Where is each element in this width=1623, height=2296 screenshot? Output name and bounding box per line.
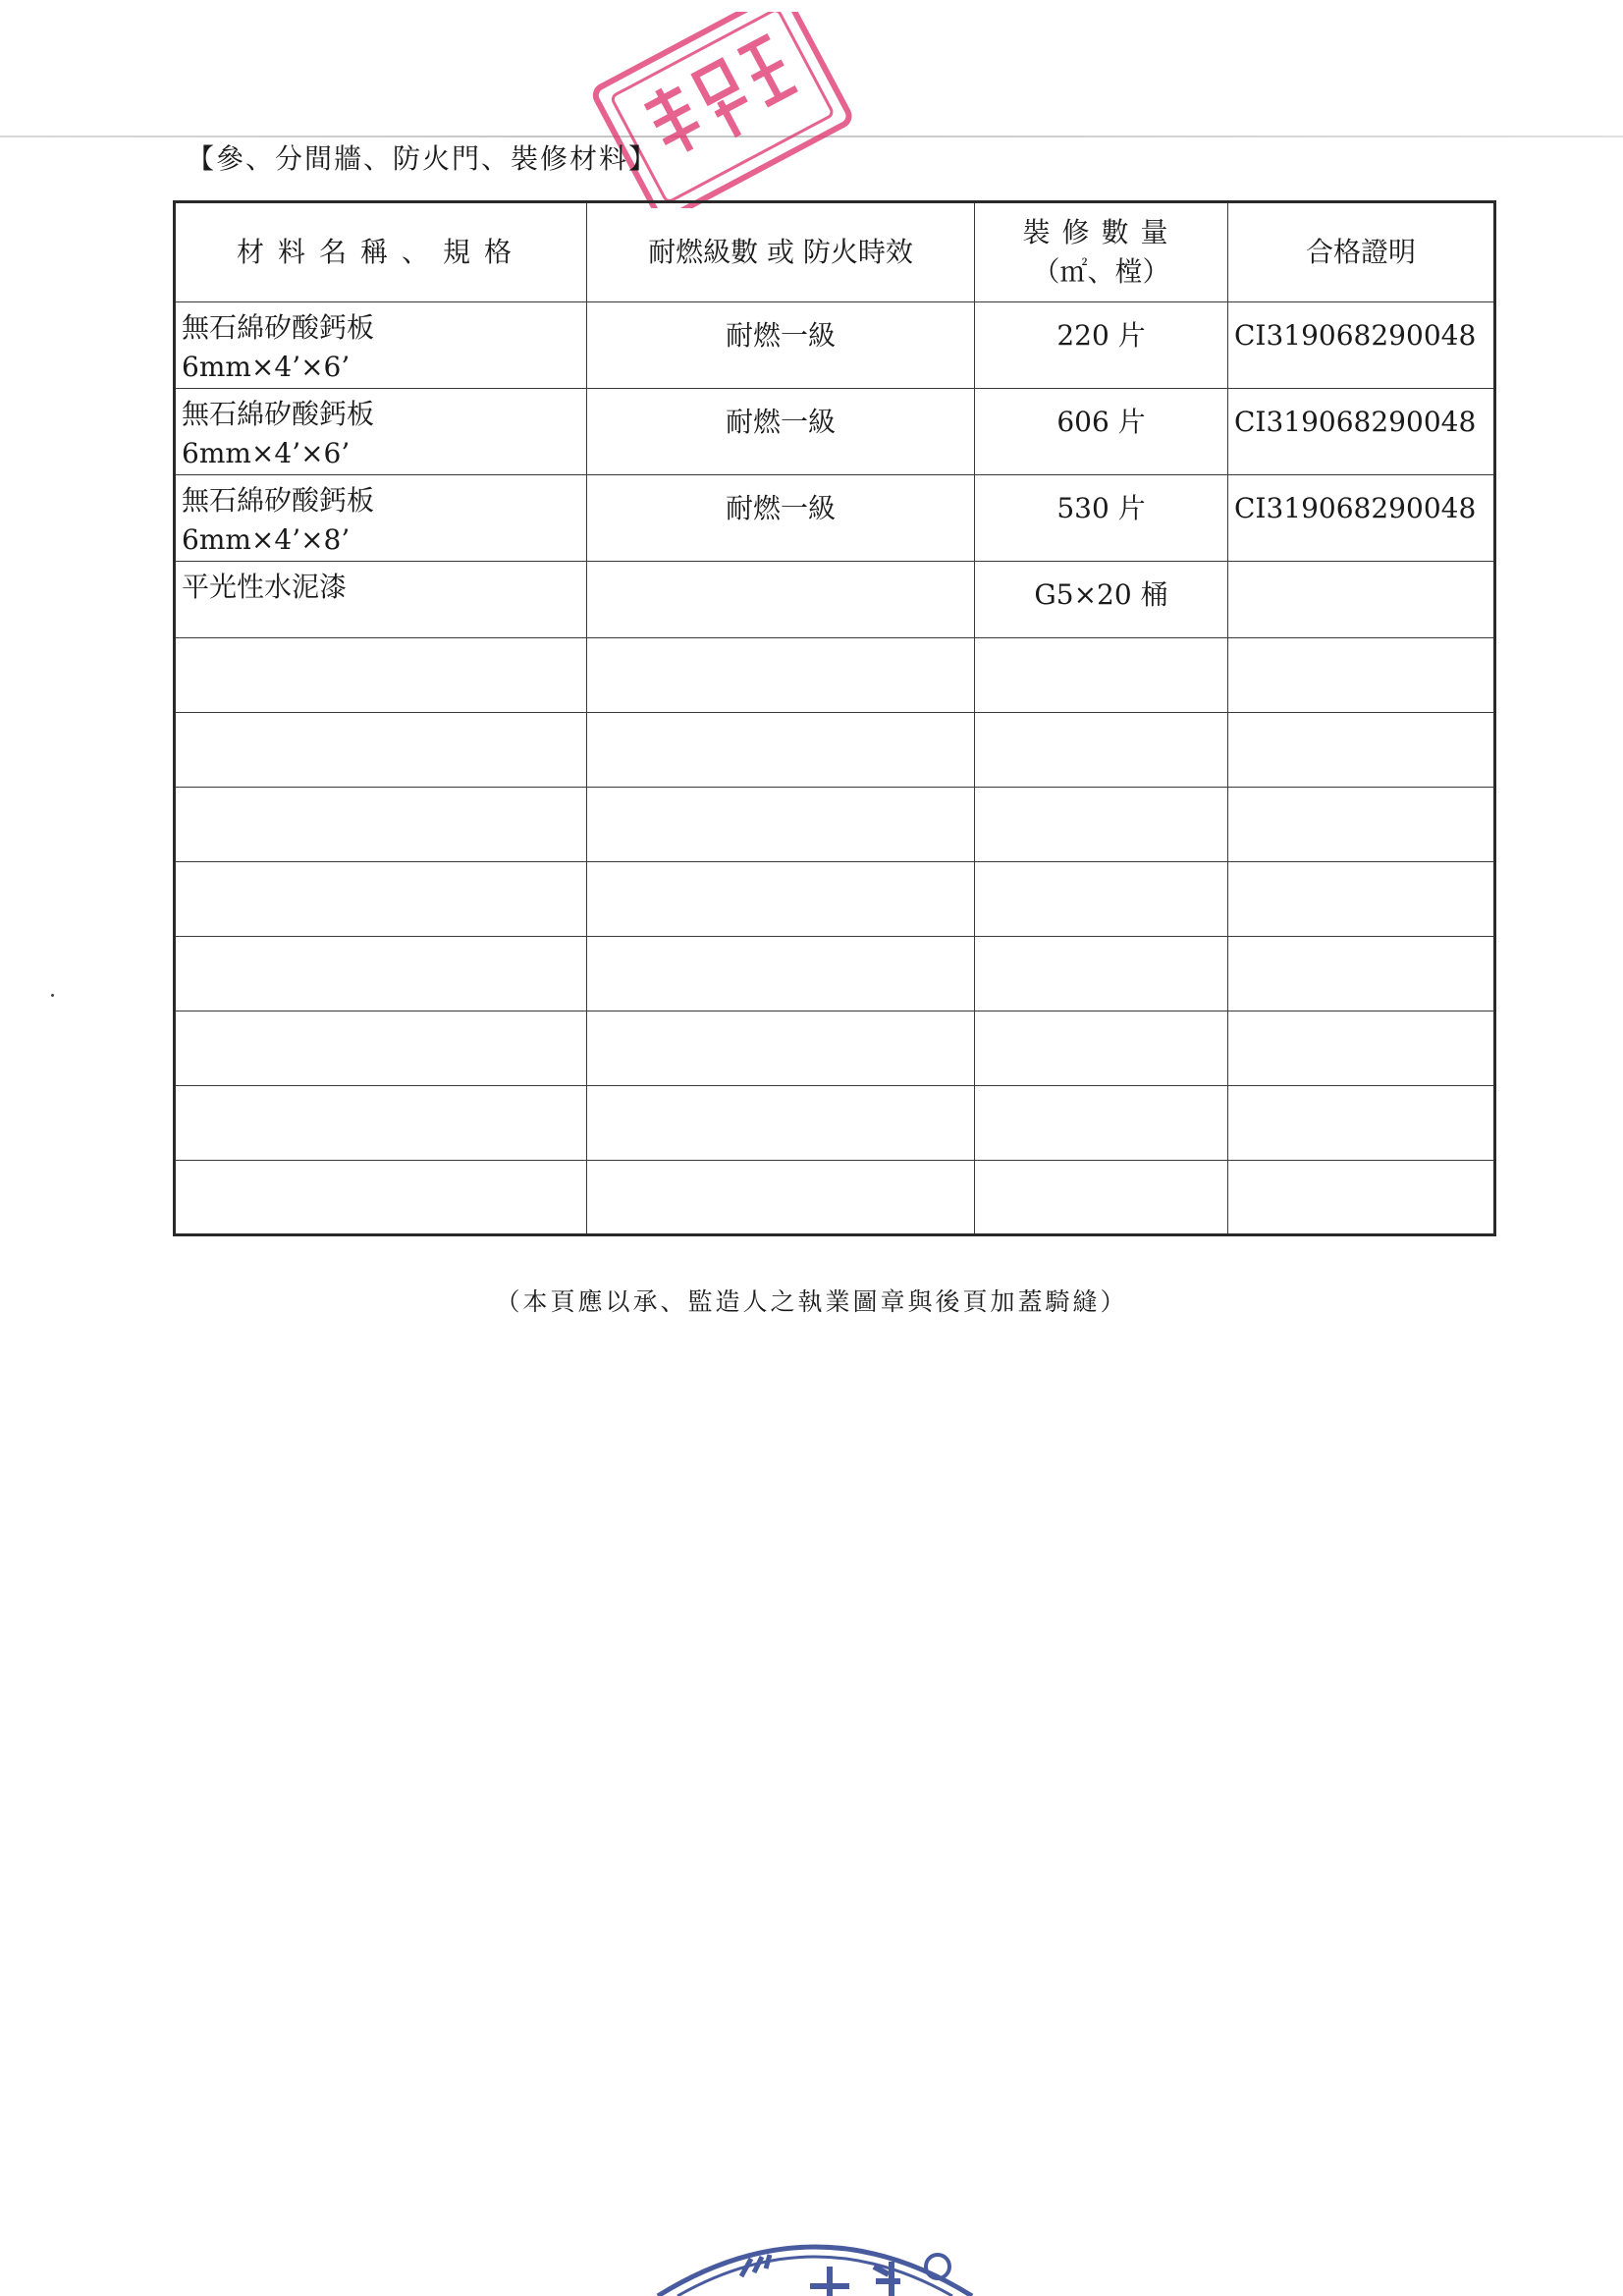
material-name-cell: 無石綿矽酸鈣板 6mm×4’×6’ bbox=[175, 302, 587, 389]
empty-table-row bbox=[175, 937, 1495, 1011]
header-fire-rating: 耐燃級數 或 防火時效 bbox=[587, 202, 975, 302]
blue-seal-stamp bbox=[648, 2237, 982, 2296]
header-quantity: 裝修數量 （㎡、樘） bbox=[975, 202, 1228, 302]
header-certificate: 合格證明 bbox=[1228, 202, 1495, 302]
red-seal-stamp bbox=[577, 12, 862, 208]
quantity-cell: G5×20 桶 bbox=[975, 562, 1228, 638]
table-row bbox=[175, 302, 1495, 389]
fire-rating-cell: 耐燃一級 bbox=[587, 475, 975, 562]
table-row bbox=[175, 475, 1495, 562]
fire-rating-cell: 耐燃一級 bbox=[587, 302, 975, 389]
certificate-cell bbox=[1228, 562, 1495, 638]
table-row bbox=[175, 389, 1495, 475]
header-material-name: 材料名稱、規格 bbox=[175, 202, 587, 302]
empty-table-row bbox=[175, 1086, 1495, 1161]
material-name-cell: 無石綿矽酸鈣板 6mm×4’×8’ bbox=[175, 475, 587, 562]
table-header-row bbox=[175, 202, 1495, 302]
materials-table bbox=[173, 200, 1496, 1236]
empty-table-row bbox=[175, 788, 1495, 862]
empty-table-row bbox=[175, 638, 1495, 713]
certificate-cell: CI319068290048 bbox=[1228, 475, 1495, 562]
empty-table-row bbox=[175, 862, 1495, 937]
empty-table-row bbox=[175, 1161, 1495, 1235]
fire-rating-cell bbox=[587, 562, 975, 638]
quantity-cell: 530 片 bbox=[975, 475, 1228, 562]
quantity-cell: 220 片 bbox=[975, 302, 1228, 389]
quantity-cell: 606 片 bbox=[975, 389, 1228, 475]
certificate-cell: CI319068290048 bbox=[1228, 302, 1495, 389]
certificate-cell: CI319068290048 bbox=[1228, 389, 1495, 475]
section-title: 【參、分間牆、防火門、裝修材料】 bbox=[187, 142, 659, 175]
seal-footnote: （本頁應以承、監造人之執業圖章與後頁加蓋騎縫） bbox=[495, 1287, 1128, 1316]
empty-table-row bbox=[175, 1011, 1495, 1086]
scan-speck bbox=[51, 994, 54, 997]
fire-rating-cell: 耐燃一級 bbox=[587, 389, 975, 475]
material-name-cell: 平光性水泥漆 bbox=[175, 562, 587, 638]
material-name-cell: 無石綿矽酸鈣板 6mm×4’×6’ bbox=[175, 389, 587, 475]
empty-table-row bbox=[175, 713, 1495, 788]
table-row bbox=[175, 562, 1495, 638]
